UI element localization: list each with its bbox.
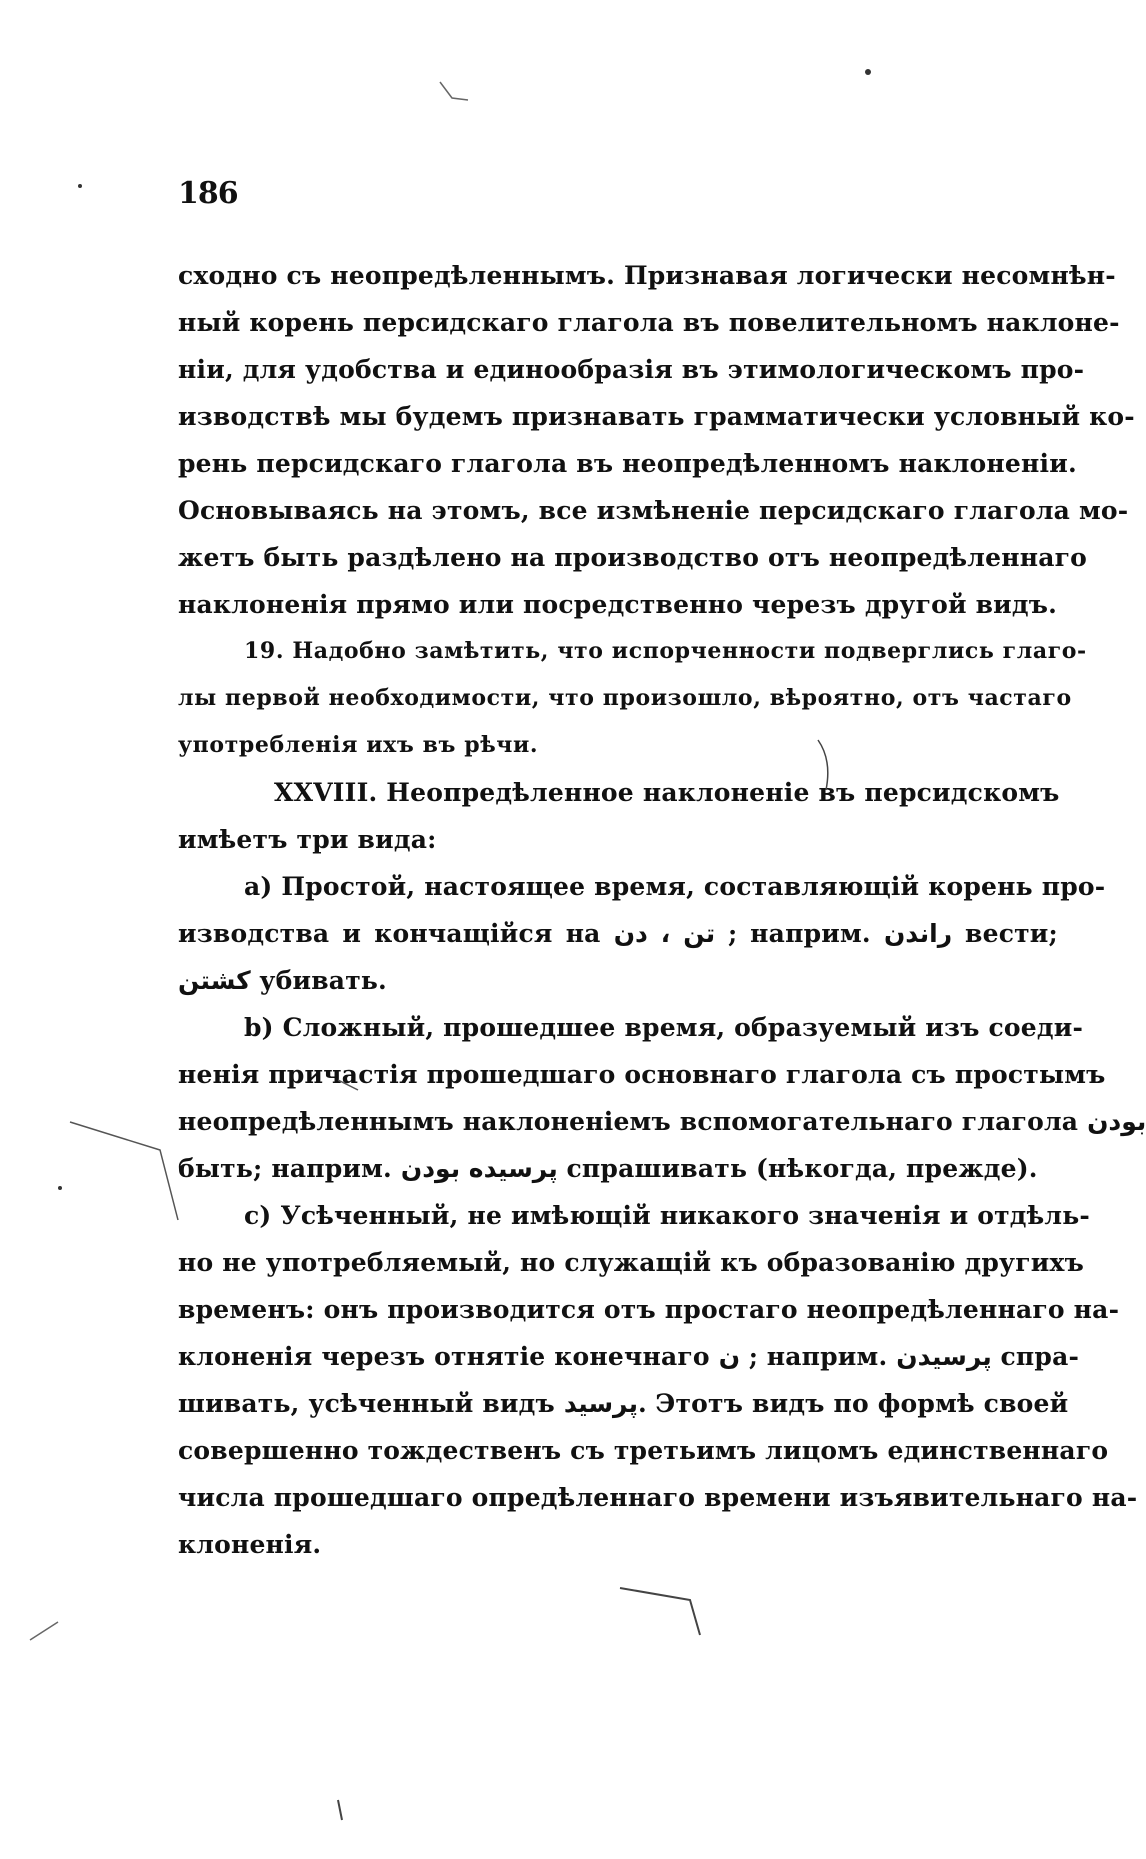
paragraph-3-section-xxviii [178,769,1058,863]
text-line: c) Усѣченный, не имѣющій никакого значенія и отдѣль- [244,1201,1090,1230]
text-line: совершенно тождественъ съ третьимъ лицомъ единственнаго [178,1436,1109,1465]
scan-mark [620,1588,700,1635]
text-line [178,1333,1080,1380]
arabic-word: پرسیدن [896,1342,992,1371]
scan-mark [338,1800,342,1820]
arabic-word: تن ، دن [613,919,716,948]
text-line: употребленія ихъ въ рѣчи. [178,732,539,758]
scan-mark [78,184,82,188]
page-number: 186 [178,176,238,211]
text-segment: шивать, усѣченный видъ [178,1389,555,1418]
text-segment: . Этотъ видъ по формѣ своей [638,1389,1069,1418]
text-line: имѣетъ три вида: [178,825,437,854]
text-segment: ; наприм. [728,919,871,948]
text-line [178,1145,1058,1192]
text-line: Основываясь на этомъ, все измѣненіе персидскаго глагола мо- [178,496,1129,525]
text-line: ный корень персидскаго глагола въ повелительномъ наклоне- [178,308,1120,337]
text-segment: убивать. [259,966,387,995]
text-segment: изводства и кончащійся на [178,919,601,948]
text-segment: неопредѣленнымъ наклоненіемъ вспомогательнаго глагола [178,1107,1079,1136]
text-line: сходно съ неопредѣленнымъ. Признавая логически несомнѣн- [178,261,1116,290]
text-line [178,957,1058,1004]
arabic-word: کشتن [178,966,251,995]
text-line [178,910,1058,957]
paragraph-4-item-a [178,863,1106,1004]
paragraph-5-item-b [178,1004,1146,1192]
arabic-word: راندن [883,919,953,948]
text-line: ніи, для удобства и единообразія въ этимологическомъ про- [178,355,1085,384]
section-heading-line: XXVIII. Неопредѣленное наклоненіе въ персидскомъ [274,778,1060,807]
text-segment: клоненія черезъ отнятіе конечнаго [178,1342,710,1371]
text-line: изводствѣ мы будемъ признавать грамматически условный ко- [178,402,1135,431]
text-line: временъ: онъ производится отъ простаго неопредѣленнаго на- [178,1295,1120,1324]
text-line: числа прошедшаго опредѣленнаго времени изъявительнаго на- [178,1483,1138,1512]
paragraph-6-item-c [178,1192,1138,1568]
text-line: лы первой необходимости, что произошло, вѣроятно, отъ частаго [178,685,1072,711]
paragraph-1 [178,252,1135,628]
arabic-word: بودن [1087,1107,1146,1136]
body-text [178,252,1146,1568]
text-line: жетъ быть раздѣлено на производство отъ неопредѣленнаго [178,543,1087,572]
text-line: наклоненія прямо или посредственно черезъ другой видъ. [178,590,1058,619]
text-segment: вести; [965,919,1058,948]
text-line [178,1380,1069,1427]
text-line: 19. Надобно замѣтить, что испорченности подверглись глаго- [244,638,1087,664]
paragraph-2-note [178,628,1087,769]
text-line: но не употребляемый, но служащій къ образованію другихъ [178,1248,1084,1277]
arabic-word: پرسید [563,1389,638,1418]
text-segment: спрашивать (нѣкогда, прежде). [566,1154,1038,1183]
text-segment: ; наприм. [748,1342,888,1371]
arabic-word: ن [718,1342,741,1371]
text-segment: спра- [1000,1342,1080,1371]
scan-mark [440,82,468,100]
scan-mark [70,1122,178,1220]
text-line: ненія причастія прошедшаго основнаго глагола съ простымъ [178,1060,1106,1089]
text-segment: быть; наприм. [178,1154,392,1183]
scan-mark [30,1622,58,1640]
text-line: клоненія. [178,1530,322,1559]
text-line: b) Сложный, прошедшее время, образуемый изъ соеди- [244,1013,1084,1042]
text-line [178,1098,1146,1145]
text-line: a) Простой, настоящее время, составляющій корень про- [244,872,1106,901]
scan-mark [58,1186,62,1190]
scan-mark [865,69,871,75]
text-line: рень персидскаго глагола въ неопредѣленномъ наклоненіи. [178,449,1077,478]
arabic-word: پرسیده بودن [400,1154,558,1183]
